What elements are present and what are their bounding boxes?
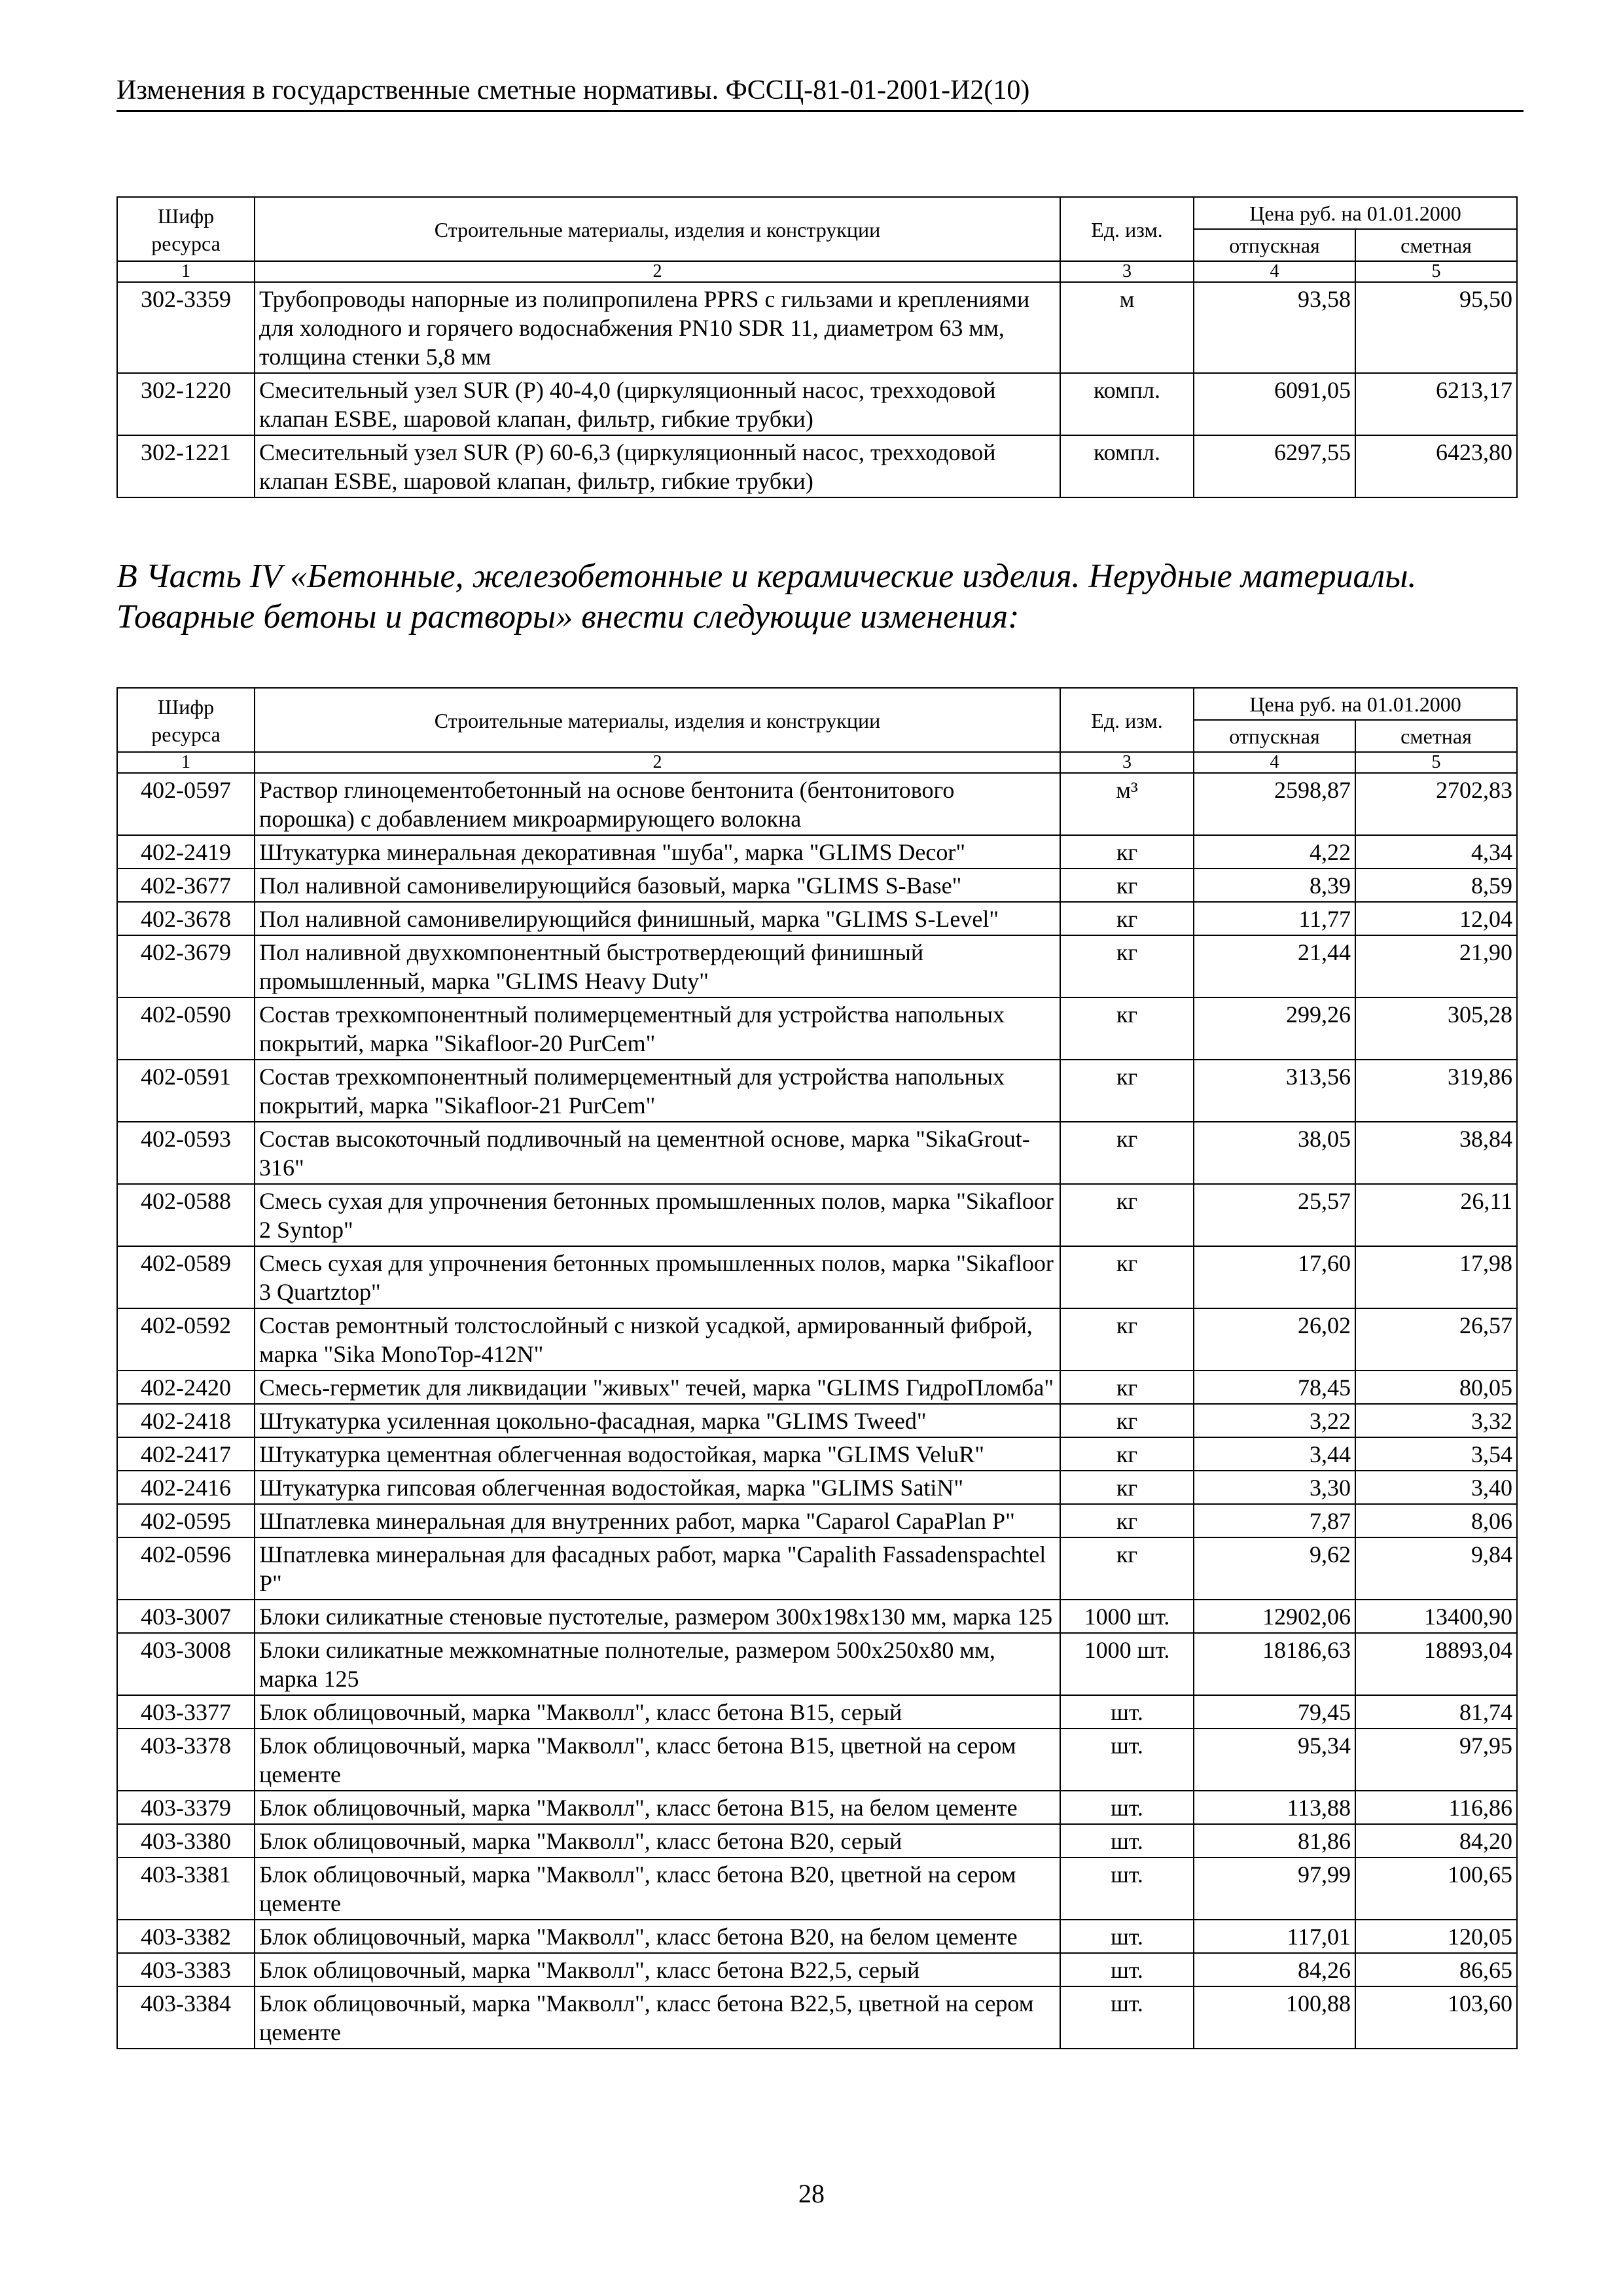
- resource-code-cell: 402-0589: [117, 1246, 255, 1308]
- estimate-price-cell: 8,59: [1355, 869, 1517, 902]
- unit-cell: шт.: [1060, 1986, 1194, 2049]
- col-number: 5: [1355, 752, 1517, 773]
- estimate-price-cell: 84,20: [1355, 1824, 1517, 1857]
- unit-cell: 1000 шт.: [1060, 1600, 1194, 1633]
- col-number: 2: [255, 261, 1060, 282]
- col-number: 2: [255, 752, 1060, 773]
- material-name-cell: Блок облицовочный, марка "Макволл", класс бетона В22,5, серый: [255, 1953, 1060, 1986]
- release-price-cell: 117,01: [1194, 1920, 1355, 1953]
- material-name-cell: Блок облицовочный, марка "Макволл", класс бетона В20, серый: [255, 1824, 1060, 1857]
- table-row: [117, 1695, 1517, 1729]
- release-price-cell: 84,26: [1194, 1953, 1355, 1986]
- unit-cell: шт.: [1060, 1695, 1194, 1729]
- page-number: 28: [798, 2179, 825, 2208]
- resource-code-cell: 402-2420: [117, 1371, 255, 1404]
- col-number: 1: [117, 261, 255, 282]
- material-name-cell: Состав высокоточный подливочный на цементной основе, марка "SikaGrout-316": [255, 1122, 1060, 1184]
- col-header-estimate: сметная: [1355, 720, 1517, 752]
- material-name-cell: Штукатурка гипсовая облегченная водостойкая, марка "GLIMS SatiN": [255, 1471, 1060, 1504]
- table-row: [117, 902, 1517, 935]
- unit-cell: кг: [1060, 1246, 1194, 1308]
- table-row: [117, 869, 1517, 902]
- col-header-name: Строительные материалы, изделия и конструкции: [255, 688, 1060, 752]
- resource-code-cell: 302-1220: [117, 373, 255, 435]
- release-price-cell: 93,58: [1194, 282, 1355, 373]
- col-number: 4: [1194, 752, 1355, 773]
- col-header-unit: Ед. изм.: [1060, 197, 1194, 261]
- resource-code-cell: 402-0596: [117, 1537, 255, 1600]
- release-price-cell: 6297,55: [1194, 435, 1355, 497]
- unit-cell: м: [1060, 282, 1194, 373]
- resource-code-cell: 302-3359: [117, 282, 255, 373]
- unit-cell: кг: [1060, 1504, 1194, 1537]
- release-price-cell: 12902,06: [1194, 1600, 1355, 1633]
- release-price-cell: 113,88: [1194, 1791, 1355, 1824]
- table-row: [117, 282, 1517, 373]
- release-price-cell: 97,99: [1194, 1857, 1355, 1920]
- resource-code-cell: 402-2417: [117, 1437, 255, 1471]
- table-row: [117, 1600, 1517, 1633]
- table-row: [117, 1404, 1517, 1437]
- resource-code-cell: 403-3382: [117, 1920, 255, 1953]
- table-row: [117, 1371, 1517, 1404]
- resource-code-cell: 403-3377: [117, 1695, 255, 1729]
- estimate-price-cell: 8,06: [1355, 1504, 1517, 1537]
- estimate-price-cell: 26,11: [1355, 1184, 1517, 1246]
- release-price-cell: 8,39: [1194, 869, 1355, 902]
- unit-cell: кг: [1060, 1437, 1194, 1471]
- col-number: 3: [1060, 752, 1194, 773]
- col-header-code: Шифр ресурса: [117, 197, 255, 261]
- table-row: [117, 1060, 1517, 1122]
- col-header-price: Цена руб. на 01.01.2000: [1194, 688, 1517, 720]
- col-number: 5: [1355, 261, 1517, 282]
- release-price-cell: 299,26: [1194, 997, 1355, 1060]
- estimate-price-cell: 3,32: [1355, 1404, 1517, 1437]
- release-price-cell: 9,62: [1194, 1537, 1355, 1600]
- resource-code-cell: 403-3007: [117, 1600, 255, 1633]
- resource-code-cell: 302-1221: [117, 435, 255, 497]
- resource-code-cell: 402-0592: [117, 1308, 255, 1371]
- estimate-price-cell: 305,28: [1355, 997, 1517, 1060]
- unit-cell: 1000 шт.: [1060, 1633, 1194, 1695]
- table-row: [117, 997, 1517, 1060]
- release-price-cell: 81,86: [1194, 1824, 1355, 1857]
- table-row: [117, 373, 1517, 435]
- section-title: В Часть IV «Бетонные, железобетонные и керамические изделия. Нерудные материалы. Товарные бетоны и растворы» внести следующие изменения:: [116, 558, 1417, 636]
- unit-cell: шт.: [1060, 1857, 1194, 1920]
- material-name-cell: Состав трехкомпонентный полимерцементный для устройства напольных покрытий, марка "Sikafloor-21 PurCem": [255, 1060, 1060, 1122]
- col-header-release: отпускная: [1194, 229, 1355, 261]
- unit-cell: кг: [1060, 1122, 1194, 1184]
- resource-code-cell: 402-0588: [117, 1184, 255, 1246]
- table-row: [117, 1986, 1517, 2049]
- table-row: [117, 435, 1517, 497]
- col-header-name: Строительные материалы, изделия и конструкции: [255, 197, 1060, 261]
- release-price-cell: 78,45: [1194, 1371, 1355, 1404]
- material-name-cell: Блок облицовочный, марка "Макволл", класс бетона В22,5, цветной на сером цементе: [255, 1986, 1060, 2049]
- estimate-price-cell: 103,60: [1355, 1986, 1517, 2049]
- material-name-cell: Блок облицовочный, марка "Макволл", класс бетона В15, серый: [255, 1695, 1060, 1729]
- unit-cell: кг: [1060, 935, 1194, 997]
- col-header-release: отпускная: [1194, 720, 1355, 752]
- resource-code-cell: 402-3677: [117, 869, 255, 902]
- release-price-cell: 17,60: [1194, 1246, 1355, 1308]
- estimate-price-cell: 2702,83: [1355, 773, 1517, 835]
- release-price-cell: 4,22: [1194, 835, 1355, 869]
- resource-code-cell: 403-3380: [117, 1824, 255, 1857]
- release-price-cell: 2598,87: [1194, 773, 1355, 835]
- estimate-price-cell: 3,40: [1355, 1471, 1517, 1504]
- release-price-cell: 21,44: [1194, 935, 1355, 997]
- resource-code-cell: 403-3384: [117, 1986, 255, 2049]
- table-row: [117, 1537, 1517, 1600]
- material-name-cell: Штукатурка цементная облегченная водостойкая, марка "GLIMS VeluR": [255, 1437, 1060, 1471]
- estimate-price-cell: 4,34: [1355, 835, 1517, 869]
- estimate-price-cell: 13400,90: [1355, 1600, 1517, 1633]
- material-name-cell: Смесь сухая для упрочнения бетонных промышленных полов, марка "Sikafloor 2 Syntop": [255, 1184, 1060, 1246]
- material-name-cell: Блок облицовочный, марка "Макволл", класс бетона В20, на белом цементе: [255, 1920, 1060, 1953]
- release-price-cell: 7,87: [1194, 1504, 1355, 1537]
- estimate-price-cell: 6213,17: [1355, 373, 1517, 435]
- estimate-price-cell: 100,65: [1355, 1857, 1517, 1920]
- page-header: Изменения в государственные сметные нормативы. ФССЦ-81-01-2001-И2(10): [116, 73, 1524, 112]
- table-row: [117, 1633, 1517, 1695]
- resource-table-2: [116, 687, 1518, 2049]
- col-number: 4: [1194, 261, 1355, 282]
- resource-code-cell: 402-2416: [117, 1471, 255, 1504]
- resource-code-cell: 403-3381: [117, 1857, 255, 1920]
- table-row: [117, 1122, 1517, 1184]
- table-row: [117, 935, 1517, 997]
- unit-cell: кг: [1060, 1060, 1194, 1122]
- table-row: [117, 1308, 1517, 1371]
- col-number: 3: [1060, 261, 1194, 282]
- table-row: [117, 1504, 1517, 1537]
- estimate-price-cell: 116,86: [1355, 1791, 1517, 1824]
- release-price-cell: 25,57: [1194, 1184, 1355, 1246]
- estimate-price-cell: 9,84: [1355, 1537, 1517, 1600]
- col-header-code: Шифр ресурса: [117, 688, 255, 752]
- table-row: [117, 1824, 1517, 1857]
- unit-cell: шт.: [1060, 1824, 1194, 1857]
- release-price-cell: 313,56: [1194, 1060, 1355, 1122]
- material-name-cell: Трубопроводы напорные из полипропилена PPRS с гильзами и креплениями для холодного и горячего водоснабжения PN10 SDR 11, диаметром 63 мм, толщина стенки 5,8 мм: [255, 282, 1060, 373]
- material-name-cell: Смесь-герметик для ликвидации "живых" течей, марка "GLIMS ГидроПломба": [255, 1371, 1060, 1404]
- table-row: [117, 1184, 1517, 1246]
- release-price-cell: 38,05: [1194, 1122, 1355, 1184]
- table-row: [117, 1953, 1517, 1986]
- material-name-cell: Пол наливной двухкомпонентный быстротвердеющий финишный промышленный, марка "GLIMS Heavy Duty": [255, 935, 1060, 997]
- estimate-price-cell: 26,57: [1355, 1308, 1517, 1371]
- unit-cell: кг: [1060, 1471, 1194, 1504]
- resource-code-cell: 402-0595: [117, 1504, 255, 1537]
- table-row: [117, 1857, 1517, 1920]
- estimate-price-cell: 3,54: [1355, 1437, 1517, 1471]
- resource-code-cell: 402-0591: [117, 1060, 255, 1122]
- estimate-price-cell: 97,95: [1355, 1729, 1517, 1791]
- estimate-price-cell: 319,86: [1355, 1060, 1517, 1122]
- release-price-cell: 3,44: [1194, 1437, 1355, 1471]
- release-price-cell: 18186,63: [1194, 1633, 1355, 1695]
- release-price-cell: 11,77: [1194, 902, 1355, 935]
- unit-cell: кг: [1060, 1404, 1194, 1437]
- resource-code-cell: 402-2419: [117, 835, 255, 869]
- release-price-cell: 100,88: [1194, 1986, 1355, 2049]
- resource-code-cell: 403-3378: [117, 1729, 255, 1791]
- unit-cell: шт.: [1060, 1729, 1194, 1791]
- resource-code-cell: 402-3678: [117, 902, 255, 935]
- estimate-price-cell: 95,50: [1355, 282, 1517, 373]
- material-name-cell: Раствор глиноцементобетонный на основе бентонита (бентонитового порошка) с добавлением микроармирующего волокна: [255, 773, 1060, 835]
- estimate-price-cell: 86,65: [1355, 1953, 1517, 1986]
- unit-cell: кг: [1060, 902, 1194, 935]
- unit-cell: кг: [1060, 869, 1194, 902]
- estimate-price-cell: 21,90: [1355, 935, 1517, 997]
- estimate-price-cell: 80,05: [1355, 1371, 1517, 1404]
- unit-cell: кг: [1060, 1184, 1194, 1246]
- table-row: [117, 773, 1517, 835]
- table-row: [117, 1920, 1517, 1953]
- unit-cell: кг: [1060, 1371, 1194, 1404]
- col-header-price: Цена руб. на 01.01.2000: [1194, 197, 1517, 229]
- table-row: [117, 1791, 1517, 1824]
- release-price-cell: 3,22: [1194, 1404, 1355, 1437]
- material-name-cell: Пол наливной самонивелирующийся базовый, марка "GLIMS S-Base": [255, 869, 1060, 902]
- unit-cell: кг: [1060, 835, 1194, 869]
- table-row: [117, 835, 1517, 869]
- material-name-cell: Блок облицовочный, марка "Макволл", класс бетона В15, цветной на сером цементе: [255, 1729, 1060, 1791]
- material-name-cell: Шпатлевка минеральная для внутренних работ, марка "Caparol CapaPlan P": [255, 1504, 1060, 1537]
- resource-code-cell: 403-3008: [117, 1633, 255, 1695]
- material-name-cell: Пол наливной самонивелирующийся финишный, марка "GLIMS S-Level": [255, 902, 1060, 935]
- resource-code-cell: 403-3383: [117, 1953, 255, 1986]
- estimate-price-cell: 18893,04: [1355, 1633, 1517, 1695]
- resource-table-1: [116, 196, 1518, 498]
- resource-code-cell: 402-0590: [117, 997, 255, 1060]
- material-name-cell: Смесительный узел SUR (P) 40-4,0 (циркуляционный насос, трехходовой клапан ESBE, шаровой клапан, фильтр, гибкие трубки): [255, 373, 1060, 435]
- unit-cell: компл.: [1060, 373, 1194, 435]
- resource-code-cell: 402-0593: [117, 1122, 255, 1184]
- unit-cell: кг: [1060, 1537, 1194, 1600]
- table-row: [117, 1471, 1517, 1504]
- release-price-cell: 26,02: [1194, 1308, 1355, 1371]
- release-price-cell: 95,34: [1194, 1729, 1355, 1791]
- material-name-cell: Состав ремонтный толстослойный с низкой усадкой, армированный фиброй, марка "Sika MonoTop-412N": [255, 1308, 1060, 1371]
- unit-cell: кг: [1060, 1308, 1194, 1371]
- material-name-cell: Блоки силикатные стеновые пустотелые, размером 300х198х130 мм, марка 125: [255, 1600, 1060, 1633]
- table-row: [117, 1246, 1517, 1308]
- release-price-cell: 6091,05: [1194, 373, 1355, 435]
- estimate-price-cell: 12,04: [1355, 902, 1517, 935]
- table-row: [117, 1729, 1517, 1791]
- resource-code-cell: 402-2418: [117, 1404, 255, 1437]
- estimate-price-cell: 6423,80: [1355, 435, 1517, 497]
- unit-cell: шт.: [1060, 1953, 1194, 1986]
- material-name-cell: Блок облицовочный, марка "Макволл", класс бетона В20, цветной на сером цементе: [255, 1857, 1060, 1920]
- unit-cell: шт.: [1060, 1920, 1194, 1953]
- material-name-cell: Шпатлевка минеральная для фасадных работ, марка "Capalith Fassadenspachtel P": [255, 1537, 1060, 1600]
- release-price-cell: 79,45: [1194, 1695, 1355, 1729]
- material-name-cell: Блоки силикатные межкомнатные полнотелые, размером 500х250х80 мм, марка 125: [255, 1633, 1060, 1695]
- material-name-cell: Смесь сухая для упрочнения бетонных промышленных полов, марка "Sikafloor 3 Quartztop": [255, 1246, 1060, 1308]
- col-header-estimate: сметная: [1355, 229, 1517, 261]
- unit-cell: компл.: [1060, 435, 1194, 497]
- material-name-cell: Состав трехкомпонентный полимерцементный для устройства напольных покрытий, марка "Sikafloor-20 PurCem": [255, 997, 1060, 1060]
- resource-code-cell: 403-3379: [117, 1791, 255, 1824]
- unit-cell: шт.: [1060, 1791, 1194, 1824]
- estimate-price-cell: 17,98: [1355, 1246, 1517, 1308]
- estimate-price-cell: 81,74: [1355, 1695, 1517, 1729]
- resource-code-cell: 402-0597: [117, 773, 255, 835]
- col-number: 1: [117, 752, 255, 773]
- estimate-price-cell: 38,84: [1355, 1122, 1517, 1184]
- unit-cell: кг: [1060, 997, 1194, 1060]
- estimate-price-cell: 120,05: [1355, 1920, 1517, 1953]
- release-price-cell: 3,30: [1194, 1471, 1355, 1504]
- material-name-cell: Смесительный узел SUR (P) 60-6,3 (циркуляционный насос, трехходовой клапан ESBE, шаровой клапан, фильтр, гибкие трубки): [255, 435, 1060, 497]
- unit-cell: м³: [1060, 773, 1194, 835]
- table-row: [117, 1437, 1517, 1471]
- material-name-cell: Штукатурка усиленная цокольно-фасадная, марка "GLIMS Tweed": [255, 1404, 1060, 1437]
- col-header-unit: Ед. изм.: [1060, 688, 1194, 752]
- material-name-cell: Штукатурка минеральная декоративная "шуба", марка "GLIMS Decor": [255, 835, 1060, 869]
- material-name-cell: Блок облицовочный, марка "Макволл", класс бетона В15, на белом цементе: [255, 1791, 1060, 1824]
- resource-code-cell: 402-3679: [117, 935, 255, 997]
